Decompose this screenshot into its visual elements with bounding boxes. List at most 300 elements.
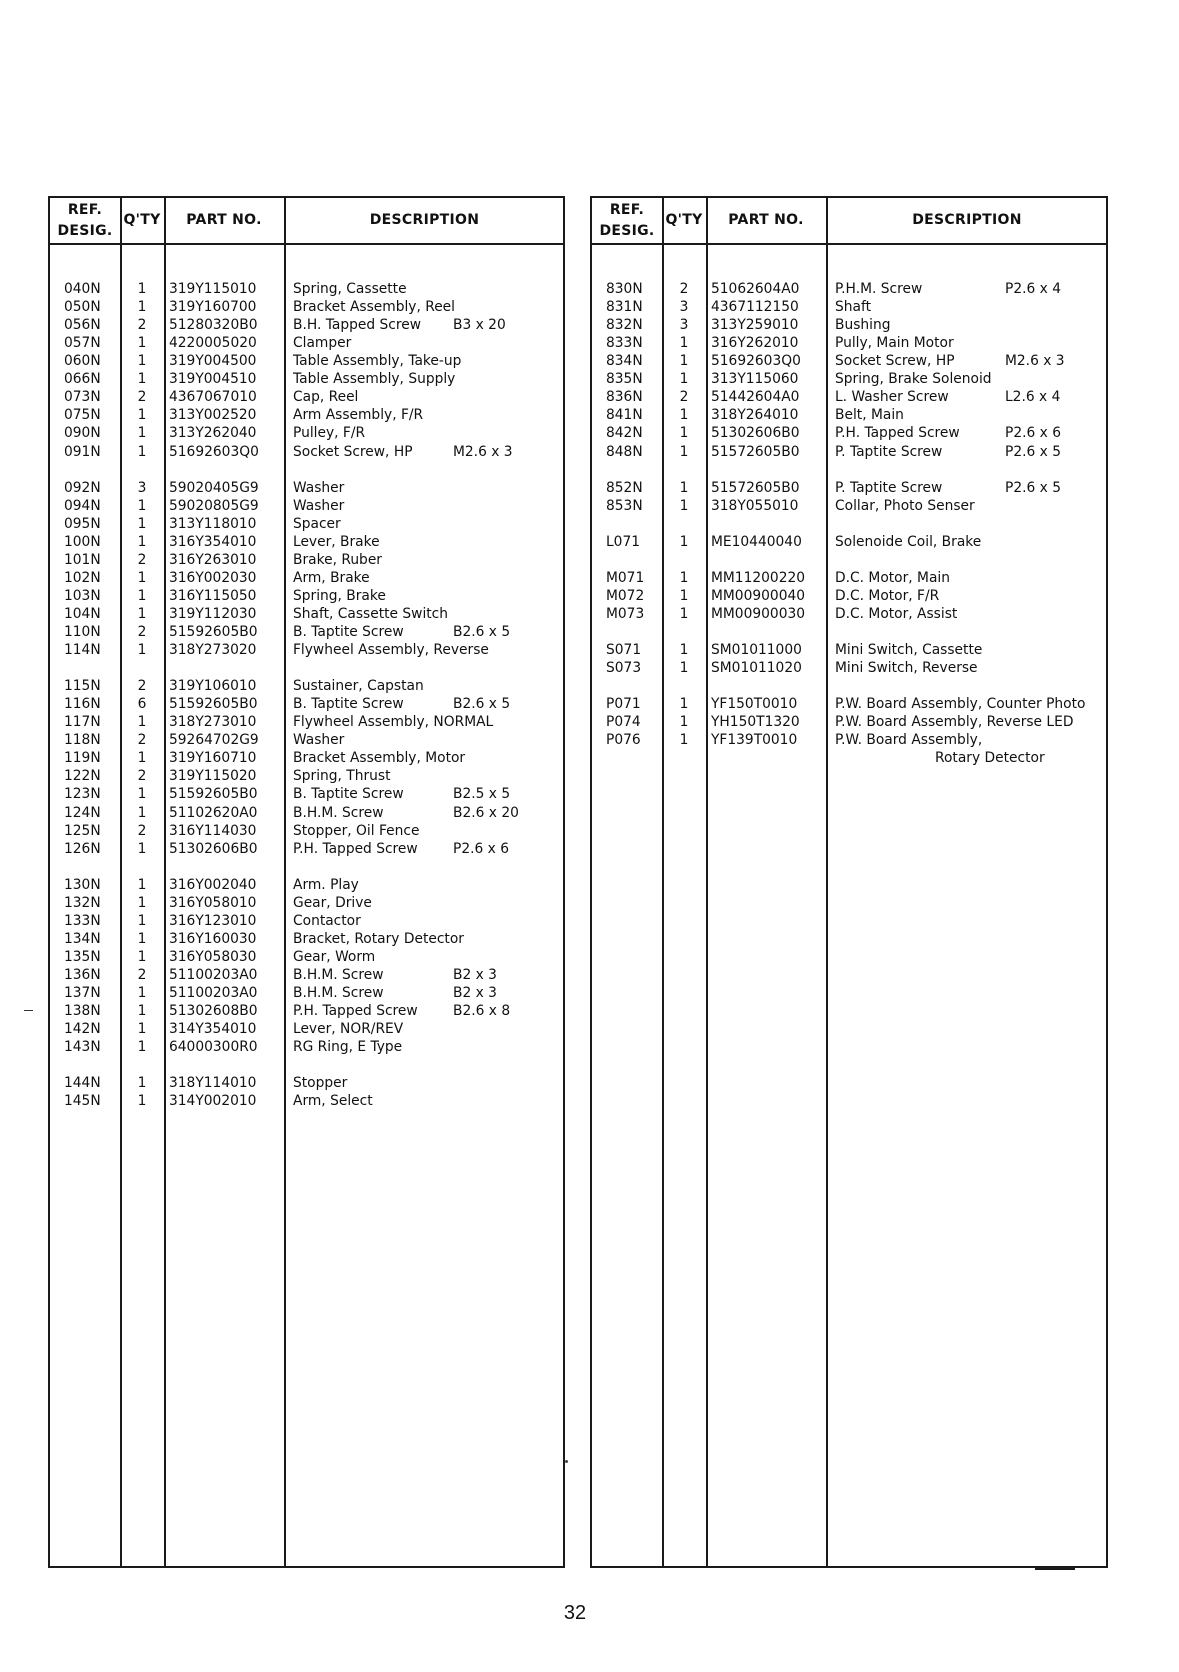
table-row (50, 352, 563, 370)
qty-cell: 3 (137, 479, 147, 496)
qty-cell: 1 (137, 497, 147, 514)
table-row (50, 587, 563, 605)
header-divider (50, 243, 563, 245)
description-cell: Table Assembly, Supply (293, 371, 456, 388)
table-row (592, 695, 1106, 713)
ref-desig-cell: 057N (64, 335, 101, 352)
description-cell: Gear, Worm (293, 948, 376, 965)
ref-desig-cell: 092N (64, 479, 101, 496)
qty-cell: 1 (679, 479, 689, 496)
table-row (50, 785, 563, 803)
table-row (592, 605, 1106, 623)
table-row (50, 695, 563, 713)
ref-desig-cell: P074 (606, 714, 641, 731)
part-no-cell: 316Y058010 (169, 894, 257, 911)
ref-desig-cell: 104N (64, 605, 101, 622)
qty-cell: 1 (679, 533, 689, 550)
spec-cell: P2.6 x 6 (1005, 425, 1061, 442)
qty-cell: 1 (137, 786, 147, 803)
qty-cell: 1 (137, 587, 147, 604)
qty-cell: 1 (679, 714, 689, 731)
table-row (592, 352, 1106, 370)
ref-desig-cell: 094N (64, 497, 101, 514)
description-cell: Pulley, F/R (293, 425, 366, 442)
qty-cell: 1 (137, 948, 147, 965)
qty-cell: 1 (679, 497, 689, 514)
qty-cell: 1 (679, 660, 689, 677)
part-no-cell: 319Y160710 (169, 750, 257, 767)
spec-cell: B2.6 x 5 (453, 696, 511, 713)
table-row (50, 479, 563, 497)
parts-table-left (48, 196, 565, 1568)
description-cell: Collar, Photo Senser (835, 497, 975, 514)
qty-cell: 2 (137, 389, 147, 406)
ref-desig-cell: P071 (606, 696, 641, 713)
table-row (592, 479, 1106, 497)
ref-desig-cell: 133N (64, 912, 101, 929)
ref-desig-cell: 143N (64, 1039, 101, 1056)
ref-desig-cell: S073 (606, 660, 642, 677)
ref-desig-cell: 100N (64, 533, 101, 550)
part-no-cell: 316Y262010 (711, 335, 799, 352)
ref-desig-cell: 060N (64, 353, 101, 370)
ref-desig-cell: 056N (64, 317, 101, 334)
table-row (50, 677, 563, 695)
table-row (50, 497, 563, 515)
description-cell: Bracket Assembly, Motor (293, 750, 466, 767)
table-row (50, 749, 563, 767)
ref-desig-cell: 050N (64, 299, 101, 316)
qty-cell: 2 (137, 768, 147, 785)
table-row (50, 641, 563, 659)
description-cell: Mini Switch, Reverse (835, 660, 978, 677)
description-cell: P.W. Board Assembly, Counter Photo (835, 696, 1086, 713)
table-row (592, 587, 1106, 605)
table-row (50, 551, 563, 569)
part-no-cell: 51302606B0 (711, 425, 800, 442)
part-no-cell: 4367067010 (169, 389, 257, 406)
ref-desig-cell: 142N (64, 1021, 101, 1037)
ref-desig-cell: 119N (64, 750, 101, 767)
description-cell: Solenoide Coil, Brake (835, 533, 982, 550)
part-no-cell: 319Y115010 (169, 281, 257, 297)
description-cell: RG Ring, E Type (293, 1039, 403, 1056)
part-no-cell: 51102620A0 (169, 804, 258, 821)
description-cell: Shaft (835, 299, 871, 316)
qty-cell: 1 (137, 840, 147, 857)
margin-dash-mark (24, 1010, 33, 1011)
part-no-cell: MM00900030 (711, 605, 806, 622)
description-cell: P.H. Tapped Screw (293, 1003, 418, 1019)
ref-desig-cell: 101N (64, 551, 101, 568)
ref-desig-cell: 145N (64, 1093, 101, 1110)
part-no-cell: 319Y004510 (169, 371, 257, 388)
ref-desig-cell: 075N (64, 407, 101, 424)
table-row (592, 316, 1106, 334)
part-no-cell: 316Y263010 (169, 551, 257, 568)
ref-desig-cell: 137N (64, 984, 101, 1001)
ref-desig-cell: M071 (606, 569, 645, 586)
part-no-cell: 318Y273020 (169, 642, 257, 658)
table-row (592, 424, 1106, 442)
ref-desig-cell: S071 (606, 642, 642, 658)
part-no-cell: 319Y004500 (169, 353, 257, 370)
table-row (50, 804, 563, 822)
qty-cell: 1 (679, 696, 689, 713)
qty-cell: 1 (137, 1003, 147, 1019)
description-cell: Rotary Detector (935, 750, 1045, 767)
ref-desig-cell: 123N (64, 786, 101, 803)
spec-cell: P2.6 x 5 (1005, 443, 1061, 460)
ref-desig-cell: 117N (64, 714, 101, 731)
table-row (592, 641, 1106, 659)
header-ref-line2: DESIG. (599, 222, 655, 239)
table-row (50, 894, 563, 912)
part-no-cell: ME10440040 (711, 533, 802, 550)
part-no-cell: YF150T0010 (711, 696, 798, 713)
qty-cell: 2 (137, 732, 147, 749)
part-no-cell: 318Y264010 (711, 407, 799, 424)
table-row (50, 822, 563, 840)
table-row (50, 316, 563, 334)
ref-desig-cell: 834N (606, 353, 643, 370)
qty-cell: 1 (137, 425, 147, 442)
part-no-cell: MM11200220 (711, 569, 806, 586)
qty-cell: 1 (137, 281, 147, 297)
description-cell: Arm, Select (293, 1093, 373, 1110)
ref-desig-cell: 130N (64, 876, 101, 893)
qty-cell: 2 (679, 389, 689, 406)
qty-cell: 1 (137, 750, 147, 767)
description-cell: Brake, Ruber (293, 551, 382, 568)
description-cell: Bracket, Rotary Detector (293, 930, 464, 947)
part-no-cell: 4220005020 (169, 335, 257, 352)
part-no-cell: 51062604A0 (711, 281, 800, 297)
spec-cell: P2.6 x 4 (1005, 281, 1061, 297)
ref-desig-cell: 118N (64, 732, 101, 749)
ref-desig-cell: 115N (64, 678, 101, 695)
description-cell: Shaft, Cassette Switch (293, 605, 449, 622)
description-cell: Bushing (835, 317, 891, 334)
description-cell: Cap, Reel (293, 389, 359, 406)
part-no-cell: 51442604A0 (711, 389, 800, 406)
part-no-cell: 313Y118010 (169, 515, 257, 532)
spec-cell: B2 x 3 (453, 966, 497, 983)
table-row (592, 731, 1106, 749)
part-no-cell: 319Y160700 (169, 299, 257, 316)
ref-desig-cell: 040N (64, 281, 101, 297)
table-row (50, 424, 563, 442)
ref-desig-cell: 114N (64, 642, 101, 658)
ref-desig-cell: 134N (64, 930, 101, 947)
qty-cell: 1 (137, 984, 147, 1001)
header-divider (592, 243, 1106, 245)
description-cell: Clamper (293, 335, 352, 352)
table-row (592, 749, 1106, 767)
ref-desig-cell: 066N (64, 371, 101, 388)
description-cell: Socket Screw, HP (835, 353, 955, 370)
qty-cell: 2 (137, 317, 147, 334)
description-cell: B.H. Tapped Screw (293, 317, 421, 334)
table-row (50, 1074, 563, 1092)
qty-cell: 1 (137, 407, 147, 424)
description-cell: Flywheel Assembly, Reverse (293, 642, 489, 658)
part-no-cell: 316Y002040 (169, 876, 257, 893)
part-no-cell: 51572605B0 (711, 479, 800, 496)
table-row (50, 298, 563, 316)
table-row (592, 334, 1106, 352)
description-cell: Sustainer, Capstan (293, 678, 424, 695)
part-no-cell: 313Y002520 (169, 407, 257, 424)
part-no-cell: 64000300R0 (169, 1039, 258, 1056)
spec-cell: B2.6 x 5 (453, 624, 511, 640)
qty-cell: 1 (137, 1075, 147, 1092)
part-no-cell: 314Y354010 (169, 1021, 257, 1037)
part-no-cell: 316Y160030 (169, 930, 257, 947)
qty-cell: 1 (137, 912, 147, 929)
description-cell: Stopper (293, 1075, 348, 1092)
table-row (50, 1038, 563, 1056)
description-cell: P.W. Board Assembly, (835, 732, 983, 749)
description-cell: P. Taptite Screw (835, 479, 943, 496)
table-row (50, 1020, 563, 1038)
part-no-cell: 319Y112030 (169, 605, 257, 622)
page-number: 32 (563, 1602, 587, 1624)
description-cell: Lever, Brake (293, 533, 380, 550)
table-row (592, 388, 1106, 406)
qty-cell: 1 (137, 353, 147, 370)
table-row (592, 569, 1106, 587)
description-cell: P.H. Tapped Screw (835, 425, 960, 442)
spec-cell: M2.6 x 3 (453, 443, 513, 460)
part-no-cell: SM01011020 (711, 660, 802, 677)
description-cell: D.C. Motor, Main (835, 569, 950, 586)
table-row (50, 370, 563, 388)
qty-cell: 1 (679, 443, 689, 460)
table-row (50, 840, 563, 858)
ref-desig-cell: 126N (64, 840, 101, 857)
ref-desig-cell: 073N (64, 389, 101, 406)
table-row (50, 912, 563, 930)
ref-desig-cell: 841N (606, 407, 643, 424)
description-cell: Washer (293, 732, 345, 749)
spec-cell: B2 x 3 (453, 984, 497, 1001)
description-cell: Gear, Drive (293, 894, 372, 911)
table-row (50, 930, 563, 948)
qty-cell: 1 (679, 335, 689, 352)
part-no-cell: 313Y262040 (169, 425, 257, 442)
part-no-cell: 51592605B0 (169, 696, 258, 713)
table-row (592, 533, 1106, 551)
ref-desig-cell: M073 (606, 605, 645, 622)
description-cell: Arm Assembly, F/R (293, 407, 424, 424)
qty-cell: 1 (137, 299, 147, 316)
description-cell: Spring, Brake (293, 587, 386, 604)
table-row (592, 406, 1106, 424)
table-row (592, 497, 1106, 515)
description-cell: Stopper, Oil Fence (293, 822, 420, 839)
part-no-cell: MM00900040 (711, 587, 806, 604)
ref-desig-cell: 090N (64, 425, 101, 442)
ref-desig-cell: 136N (64, 966, 101, 983)
qty-cell: 1 (137, 443, 147, 460)
ref-desig-cell: 091N (64, 443, 101, 460)
ref-desig-cell: 830N (606, 281, 643, 297)
description-cell: D.C. Motor, Assist (835, 605, 958, 622)
description-cell: Table Assembly, Take-up (293, 353, 462, 370)
part-no-cell: 51592605B0 (169, 624, 258, 640)
part-no-cell: 51592605B0 (169, 786, 258, 803)
ref-desig-cell: 852N (606, 479, 643, 496)
description-cell: P.H. Tapped Screw (293, 840, 418, 857)
table-row (50, 1002, 563, 1020)
description-cell: Socket Screw, HP (293, 443, 413, 460)
part-no-cell: 319Y115020 (169, 768, 257, 785)
table-row (50, 713, 563, 731)
table-bottom-stroke (1035, 1568, 1075, 1570)
ref-desig-cell: 135N (64, 948, 101, 965)
part-no-cell: 313Y259010 (711, 317, 799, 334)
description-cell: Flywheel Assembly, NORMAL (293, 714, 494, 731)
part-no-cell: 51302606B0 (169, 840, 258, 857)
spec-cell: B2.5 x 5 (453, 786, 511, 803)
qty-cell: 1 (679, 371, 689, 388)
table-row (50, 767, 563, 785)
description-cell: B.H.M. Screw (293, 804, 384, 821)
header-ref-line1: REF. (609, 201, 645, 218)
description-cell: Spring, Thrust (293, 768, 391, 785)
qty-cell: 1 (679, 642, 689, 658)
table-row (50, 984, 563, 1002)
description-cell: Washer (293, 479, 345, 496)
table-row (50, 569, 563, 587)
ref-desig-cell: 095N (64, 515, 101, 532)
ref-desig-cell: 833N (606, 335, 643, 352)
ref-desig-cell: 122N (64, 768, 101, 785)
table-row (50, 731, 563, 749)
table-row (592, 443, 1106, 461)
qty-cell: 6 (137, 696, 147, 713)
table-row (50, 605, 563, 623)
ref-desig-cell: 832N (606, 317, 643, 334)
header-description: DESCRIPTION (369, 212, 480, 228)
qty-cell: 1 (679, 732, 689, 749)
table-row (50, 406, 563, 424)
ref-desig-cell: 124N (64, 804, 101, 821)
table-row (50, 876, 563, 894)
header-qty: Q'TY (123, 212, 161, 228)
spec-cell: B2.6 x 20 (453, 804, 519, 821)
table-row (592, 659, 1106, 677)
qty-cell: 1 (137, 605, 147, 622)
description-cell: Spring, Cassette (293, 281, 407, 297)
description-cell: Washer (293, 497, 345, 514)
ref-desig-cell: 835N (606, 371, 643, 388)
header-part-no: PART NO. (728, 212, 804, 228)
qty-cell: 1 (137, 1093, 147, 1110)
part-no-cell: 319Y106010 (169, 678, 257, 695)
header-ref-line1: REF. (67, 201, 103, 218)
qty-cell: 2 (137, 822, 147, 839)
header-ref-line2: DESIG. (57, 222, 113, 239)
spec-cell: M2.6 x 3 (1005, 353, 1065, 370)
qty-cell: 1 (137, 371, 147, 388)
spec-cell: B2.6 x 8 (453, 1003, 511, 1019)
qty-cell: 2 (137, 678, 147, 695)
table-row (50, 623, 563, 641)
header-ref-desig (592, 198, 662, 243)
part-no-cell: 316Y123010 (169, 912, 257, 929)
ref-desig-cell: P076 (606, 732, 641, 749)
part-no-cell: 316Y115050 (169, 587, 257, 604)
description-cell: Mini Switch, Cassette (835, 642, 983, 658)
qty-cell: 1 (137, 533, 147, 550)
part-no-cell: 316Y002030 (169, 569, 257, 586)
ref-desig-cell: 116N (64, 696, 101, 713)
qty-cell: 2 (137, 966, 147, 983)
description-cell: Belt, Main (835, 407, 904, 424)
description-cell: Arm. Play (293, 876, 359, 893)
part-no-cell: 51302608B0 (169, 1003, 258, 1019)
table-row (592, 280, 1106, 298)
header-description: DESCRIPTION (912, 212, 1022, 228)
table-row (50, 388, 563, 406)
spec-cell: L2.6 x 4 (1005, 389, 1061, 406)
table-row (50, 443, 563, 461)
qty-cell: 2 (137, 551, 147, 568)
part-no-cell: 59020805G9 (169, 497, 259, 514)
table-row (50, 334, 563, 352)
ref-desig-cell: 125N (64, 822, 101, 839)
qty-cell: 3 (679, 317, 689, 334)
part-no-cell: YH150T1320 (711, 714, 800, 731)
qty-cell: 1 (679, 605, 689, 622)
qty-cell: 1 (137, 642, 147, 658)
part-no-cell: 51692603Q0 (169, 443, 259, 460)
ref-desig-cell: 831N (606, 299, 643, 316)
description-cell: Lever, NOR/REV (293, 1021, 404, 1037)
qty-cell: 1 (137, 714, 147, 731)
part-no-cell: 316Y114030 (169, 822, 257, 839)
header-ref-desig (50, 198, 120, 243)
qty-cell: 1 (137, 335, 147, 352)
table-row (50, 533, 563, 551)
qty-cell: 1 (137, 804, 147, 821)
table-row (50, 966, 563, 984)
parts-table-right (590, 196, 1108, 1568)
part-no-cell: 4367112150 (711, 299, 799, 316)
qty-cell: 1 (137, 569, 147, 586)
description-cell: P. Taptite Screw (835, 443, 943, 460)
description-cell: Bracket Assembly, Reel (293, 299, 456, 316)
part-no-cell: 318Y273010 (169, 714, 257, 731)
ref-desig-cell: L071 (606, 533, 641, 550)
part-no-cell: 51100203A0 (169, 966, 258, 983)
qty-cell: 1 (137, 515, 147, 532)
ref-desig-cell: 144N (64, 1075, 101, 1092)
spec-cell: P2.6 x 5 (1005, 479, 1061, 496)
description-cell: B. Taptite Screw (293, 624, 404, 640)
qty-cell: 2 (137, 624, 147, 640)
part-no-cell: 51280320B0 (169, 317, 258, 334)
description-cell: D.C. Motor, F/R (835, 587, 940, 604)
qty-cell: 1 (679, 407, 689, 424)
description-cell: L. Washer Screw (835, 389, 949, 406)
table-row (592, 370, 1106, 388)
description-cell: B. Taptite Screw (293, 786, 404, 803)
header-part-no: PART NO. (186, 212, 262, 228)
part-no-cell: 51100203A0 (169, 984, 258, 1001)
